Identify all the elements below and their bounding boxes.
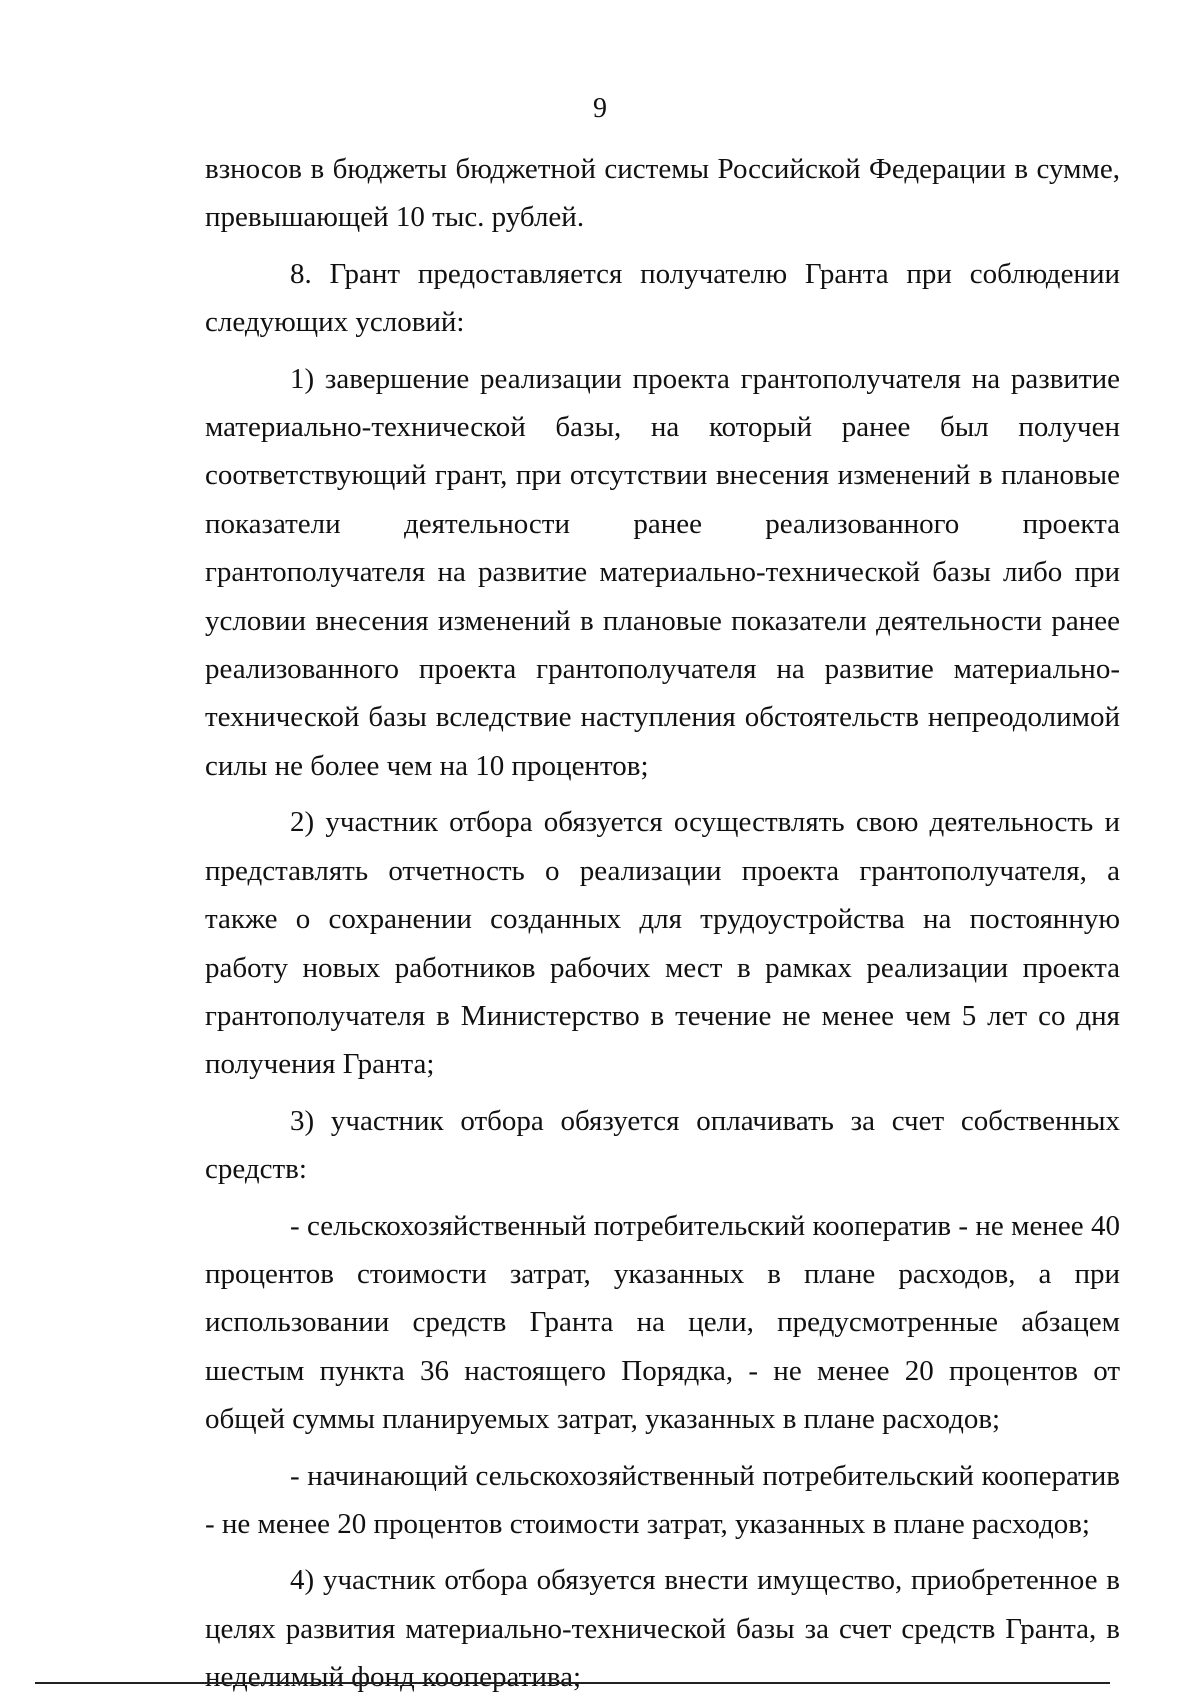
paragraph-cooperative-share: - сельскохозяйственный потребительский кооператив - не менее 40 процентов стоимости затрат, указанных в плане расходов, а при использовании средств Гранта на цели, предусмотренные абзацем шестым пункта 36 настоящего Порядка, - не менее 20 процентов от общей суммы планируемых затрат, указанных в плане расходов; bbox=[205, 1209, 1120, 1436]
paragraph-clause-8: 8. Грант предоставляется получателю Гранта при соблюдении следующих условий: bbox=[205, 257, 1120, 339]
paragraph-continuation: взносов в бюджеты бюджетной системы Российской Федерации в сумме, превышающей 10 тыс. рублей. bbox=[205, 153, 1120, 234]
footer-divider bbox=[35, 1682, 1110, 1684]
paragraph-new-cooperative-share: - начинающий сельскохозяйственный потребительский кооператив - не менее 20 процентов стоимости затрат, указанных в плане расходов; bbox=[205, 1459, 1120, 1540]
paragraph-condition-1: 1) завершение реализации проекта грантополучателя на развитие материально-технической базы, на который ранее был получен соответствующий грант, при отсутствии внесения изменений в плановые показатели деятельности ранее реализованного проекта грантополучателя на развитие материально-технической базы либо при условии внесения изменений в плановые показатели деятельности ранее реализованного проекта грантополучателя на развитие материально-технической базы вследствие наступления обстоятельств непреодолимой силы не более чем на 10 процентов; bbox=[205, 362, 1120, 782]
document-body bbox=[205, 145, 1120, 1702]
paragraph-condition-4: 4) участник отбора обязуется внести имущество, приобретенное в целях развития материально-технической базы за счет средств Гранта, в неделимый фонд кооператива; bbox=[205, 1564, 1120, 1694]
page-number: 9 bbox=[593, 93, 607, 124]
paragraph-condition-3: 3) участник отбора обязуется оплачивать за счет собственных средств: bbox=[205, 1104, 1120, 1186]
paragraph-condition-2: 2) участник отбора обязуется осуществлять свою деятельность и представлять отчетность о реализации проекта грантополучателя, а также о сохранении созданных для трудоустройства на постоянную работу новых работников рабочих мест в рамках реализации проекта грантополучателя в Министерство в течение не менее чем 5 лет со дня получения Гранта; bbox=[205, 806, 1120, 1081]
